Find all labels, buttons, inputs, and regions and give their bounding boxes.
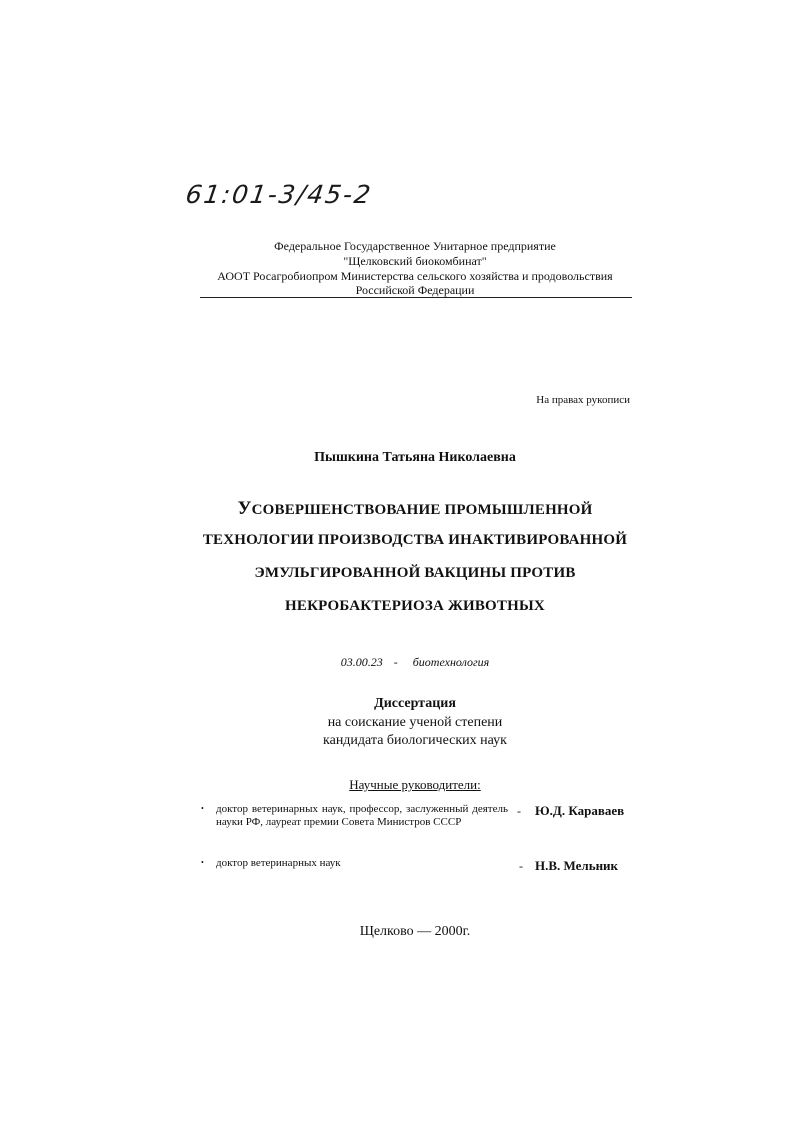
- city-year: Щелково — 2000г.: [359, 924, 471, 939]
- supervisors-heading-text: Научные руководители:: [349, 777, 481, 792]
- author-name: Пышкина Татьяна Николаевна: [314, 450, 516, 465]
- dissertation-degree-line-2: кандидата биологических наук: [323, 733, 507, 748]
- supervisor-2-name: Н.В. Мельник: [535, 858, 619, 873]
- thesis-title-line-1: [150, 498, 680, 520]
- title-line-1-rest: СОВЕРШЕНСТВОВАНИЕ ПРОМЫШЛЕННОЙ: [251, 502, 593, 518]
- dissertation-heading: Диссертация: [374, 696, 456, 711]
- specialty-separator: -: [393, 655, 398, 669]
- header-divider: [200, 297, 632, 298]
- supervisor-1-name: Ю.Д. Караваев: [535, 803, 625, 818]
- supervisor-1-dash: -: [517, 804, 521, 818]
- organization-line-4: Российской Федерации: [355, 283, 475, 297]
- organization-line-2: "Щелковский биокомбинат": [343, 254, 487, 268]
- rights-notice: На правах рукописи: [536, 394, 630, 406]
- supervisor-2-description: доктор ветеринарных наук: [216, 857, 341, 869]
- supervisor-1-description: доктор ветеринарных наук, профессор, заслуженный деятель науки РФ, лауреат премии Совета Министров СССР: [216, 803, 508, 828]
- organization-line-1: Федеральное Государственное Унитарное предприятие: [274, 239, 556, 253]
- title-initial: У: [237, 498, 252, 519]
- supervisor-2-dash: -: [519, 859, 523, 873]
- specialty-code: 03.00.23: [340, 655, 383, 669]
- thesis-title-line-3: ЭМУЛЬГИРОВАННОЙ ВАКЦИНЫ ПРОТИВ: [254, 565, 576, 581]
- supervisors-heading: [200, 777, 630, 793]
- organization-line-3: АООТ Росагробиопром Министерства сельского хозяйства и продовольствия: [217, 269, 613, 283]
- thesis-title-line-2: ТЕХНОЛОГИИ ПРОИЗВОДСТВА ИНАКТИВИРОВАННОЙ: [202, 532, 628, 548]
- archive-stamp: 61:01-3/45-2: [183, 180, 375, 209]
- bullet-icon: •: [201, 804, 204, 813]
- bullet-icon: •: [201, 858, 204, 867]
- specialty: [200, 655, 630, 670]
- dissertation-degree-line-1: на соискание ученой степени: [327, 715, 503, 730]
- specialty-name: биотехнология: [412, 655, 490, 669]
- thesis-title-line-4: НЕКРОБАКТЕРИОЗА ЖИВОТНЫХ: [285, 598, 545, 614]
